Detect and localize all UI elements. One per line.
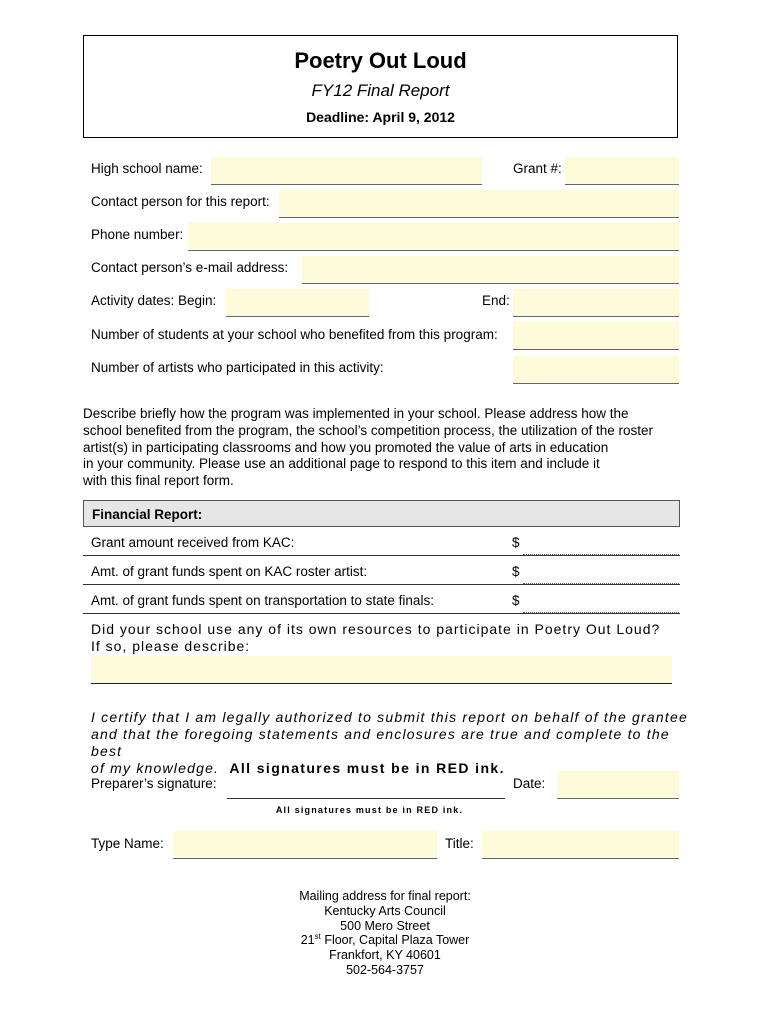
school-name-label: High school name:	[91, 161, 203, 176]
email-label: Contact person’s e-mail address:	[91, 260, 289, 275]
resources-describe-label: If so, please describe:	[91, 638, 251, 654]
contact-person-input[interactable]	[279, 190, 679, 218]
currency-symbol: $	[512, 535, 520, 550]
financial-report-header: Financial Report:	[83, 500, 680, 527]
deadline: Deadline: April 9, 2012	[306, 109, 455, 125]
school-name-input[interactable]	[211, 157, 482, 185]
describe-instructions	[83, 406, 673, 490]
grant-number-input[interactable]	[565, 157, 679, 185]
mailing-heading: Mailing address for final report:	[299, 889, 471, 903]
floor-number: 21	[300, 933, 315, 948]
row-divider	[83, 584, 680, 585]
row-divider	[83, 613, 680, 614]
describe-line: artist(s) in participating classrooms and how you promoted the value of arts in education	[83, 439, 609, 455]
mailing-organization: Kentucky Arts Council	[324, 903, 446, 918]
end-date-label: End:	[482, 293, 510, 308]
date-label: Date:	[513, 776, 546, 791]
signature-red-ink-note: All signatures must be in RED ink.	[275, 805, 464, 815]
roster-artist-funds-input[interactable]	[523, 559, 679, 584]
title-input[interactable]	[482, 831, 679, 859]
preparer-signature-line[interactable]	[227, 798, 505, 799]
transportation-funds-label: Amt. of grant funds spent on transportation to state finals:	[91, 593, 434, 608]
title-label: Title:	[445, 836, 474, 851]
describe-line: Describe briefly how the program was implemented in your school. Please address how the	[83, 406, 629, 421]
preparer-signature-label: Preparer’s signature:	[91, 776, 217, 791]
describe-line: in your community. Please use an additional page to respond to this item and include it	[83, 456, 600, 472]
currency-symbol: $	[512, 593, 520, 608]
mailing-city: Frankfort, KY 40601	[329, 948, 441, 963]
roster-artist-funds-label: Amt. of grant funds spent on KAC roster artist:	[91, 564, 368, 579]
artists-input[interactable]	[513, 356, 679, 384]
begin-date-label: Activity dates: Begin:	[91, 293, 217, 308]
floor-suffix: st	[314, 932, 321, 942]
certification-line-text: of my knowledge.	[91, 760, 220, 776]
describe-line: with this final report form.	[83, 473, 234, 489]
report-subtitle: FY12 Final Report	[311, 81, 450, 100]
students-input[interactable]	[513, 322, 679, 350]
page-title: Poetry Out Loud	[294, 48, 467, 73]
date-input[interactable]	[557, 771, 679, 799]
type-name-label: Type Name:	[91, 836, 164, 851]
certification-statement	[91, 709, 691, 777]
resources-description-input[interactable]	[91, 656, 672, 684]
type-name-input[interactable]	[173, 831, 437, 859]
mailing-floor	[235, 933, 535, 948]
floor-building: Floor, Capital Plaza Tower	[320, 933, 470, 948]
mailing-address	[235, 889, 535, 978]
resources-question: Did your school use any of its own resources to participate in Poetry Out Loud?	[91, 621, 661, 637]
row-divider	[83, 555, 680, 556]
mailing-phone: 502-564-3757	[346, 962, 424, 977]
phone-input[interactable]	[188, 223, 679, 251]
grant-amount-label: Grant amount received from KAC:	[91, 535, 295, 550]
contact-person-label: Contact person for this report:	[91, 194, 270, 209]
email-input[interactable]	[302, 256, 679, 284]
certification-line: and that the foregoing statements and enclosures are true and complete to the best	[91, 726, 670, 759]
transportation-funds-input[interactable]	[523, 588, 679, 613]
currency-symbol: $	[512, 564, 520, 579]
students-label: Number of students at your school who benefited from this program:	[91, 327, 498, 342]
end-date-input[interactable]	[513, 289, 679, 317]
artists-label: Number of artists who participated in this activity:	[91, 360, 384, 375]
mailing-street: 500 Mero Street	[340, 918, 430, 933]
certification-line: I certify that I am legally authorized to submit this report on behalf of the grantee	[91, 709, 688, 725]
phone-label: Phone number:	[91, 227, 184, 242]
begin-date-input[interactable]	[226, 289, 369, 317]
report-header	[83, 35, 678, 138]
grant-amount-input[interactable]	[523, 530, 679, 555]
red-ink-notice: All signatures must be in RED ink.	[229, 760, 505, 776]
grant-number-label: Grant #:	[513, 161, 562, 176]
describe-line: school benefited from the program, the school’s competition process, the utilization of the roster	[83, 422, 654, 438]
